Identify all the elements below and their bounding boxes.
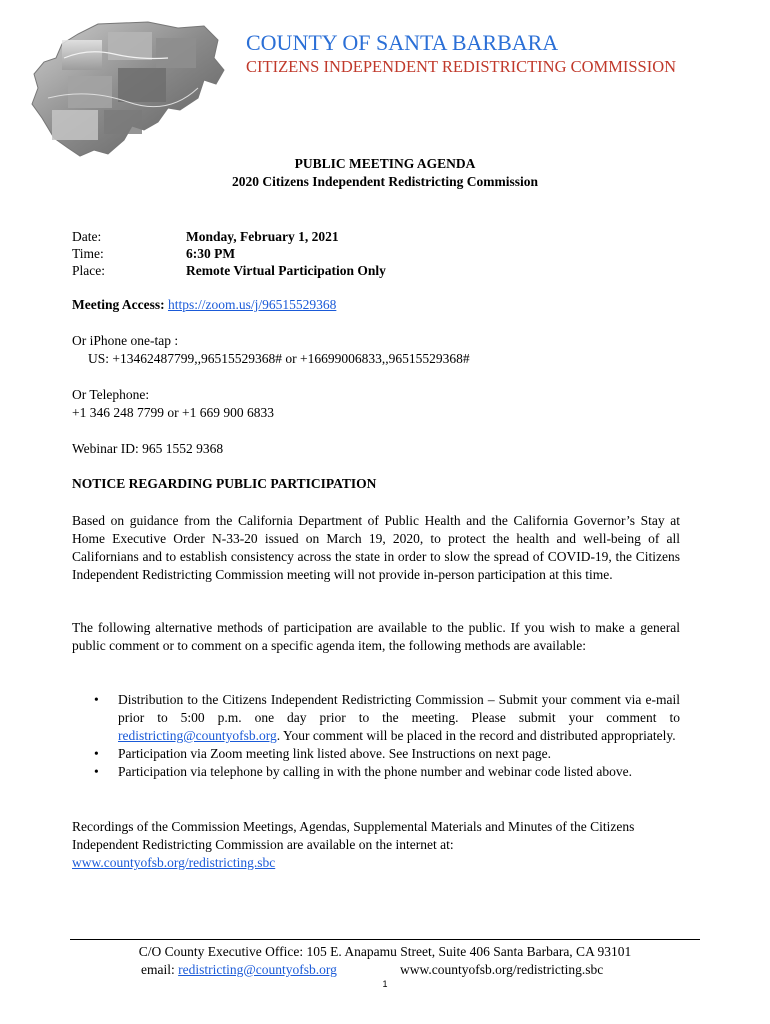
date-label: Date: <box>72 229 102 244</box>
list-item <box>72 745 680 763</box>
telephone-numbers: +1 346 248 7799 or +1 669 900 6833 <box>72 405 274 420</box>
iphone-label: Or iPhone one-tap : <box>72 333 179 348</box>
time-row <box>72 246 235 262</box>
notice-heading: NOTICE REGARDING PUBLIC PARTICIPATION <box>72 476 377 491</box>
list-item <box>72 763 680 781</box>
notice-paragraph-1: Based on guidance from the California Department of Public Health and the California Governor’s Stay at Home Executive Order N-33-20 issued on March 19, 2020, to protect the health and well-being of all Californians and to establish consistency across the state in order to slow the spread of COVID-19, the Citizens Independent Redistricting Commission meeting will not provide in-person participation at this time. <box>72 513 680 582</box>
county-map-logo-icon <box>28 18 240 158</box>
zoom-link[interactable]: https://zoom.us/j/96515529368 <box>167 297 337 312</box>
place-row <box>72 263 386 279</box>
redistricting-email-link[interactable]: redistricting@countyofsb.org <box>118 728 277 743</box>
county-title: COUNTY OF SANTA BARBARA <box>246 30 559 55</box>
bullet1-text-b: . Your comment will be placed in the record and distributed appropriately. <box>276 728 676 743</box>
agenda-subheading: 2020 Citizens Independent Redistricting Commission <box>231 174 538 189</box>
page-number: 1 <box>382 979 388 989</box>
footer-email-row <box>141 962 337 978</box>
notice-paragraph-2: The following alternative methods of participation are available to the public. If you wish to make a general public comment or to comment on a specific agenda item, the following methods are available: <box>72 620 680 653</box>
list-item <box>72 691 680 745</box>
agenda-heading: PUBLIC MEETING AGENDA <box>294 156 476 171</box>
webinar-id: Webinar ID: 965 1552 9368 <box>72 441 224 456</box>
meeting-access-label: Meeting Access: <box>72 297 165 312</box>
meeting-access-row <box>72 297 336 313</box>
bullet3-text: Participation via telephone by calling in with the phone number and webinar code listed above. <box>118 764 632 779</box>
recordings-link[interactable]: www.countyofsb.org/redistricting.sbc <box>72 855 276 870</box>
recordings-paragraph <box>72 818 680 872</box>
commission-subtitle: CITIZENS INDEPENDENT REDISTRICTING COMMISSION <box>246 57 677 76</box>
date-value: Monday, February 1, 2021 <box>186 229 339 244</box>
footer-divider <box>70 939 700 940</box>
footer-email-label: email: <box>141 962 179 977</box>
place-value: Remote Virtual Participation Only <box>186 263 386 278</box>
bullet1-text-a: Distribution to the Citizens Independent Redistricting Commission – Submit your comment via e-mail prior to 5:00 p.m. one day prior to the meeting. Please submit your comment to <box>118 692 680 725</box>
time-value: 6:30 PM <box>186 246 236 261</box>
footer-website: www.countyofsb.org/redistricting.sbc <box>400 962 604 977</box>
footer-address: C/O County Executive Office: 105 E. Anapamu Street, Suite 406 Santa Barbara, CA 93101 <box>138 944 632 959</box>
telephone-label: Or Telephone: <box>72 387 150 402</box>
time-label: Time: <box>72 246 104 261</box>
participation-methods-list <box>72 691 680 781</box>
footer-email-link[interactable]: redistricting@countyofsb.org <box>178 962 337 977</box>
place-label: Place: <box>72 263 105 278</box>
date-row <box>72 229 339 245</box>
recordings-text: Recordings of the Commission Meetings, Agendas, Supplemental Materials and Minutes of the Citizens Independent Redistricting Commission are available on the internet at: <box>72 819 635 852</box>
iphone-numbers: US: +13462487799,,96515529368# or +16699006833,,96515529368# <box>88 351 470 366</box>
bullet2-text: Participation via Zoom meeting link listed above. See Instructions on next page. <box>118 746 552 761</box>
